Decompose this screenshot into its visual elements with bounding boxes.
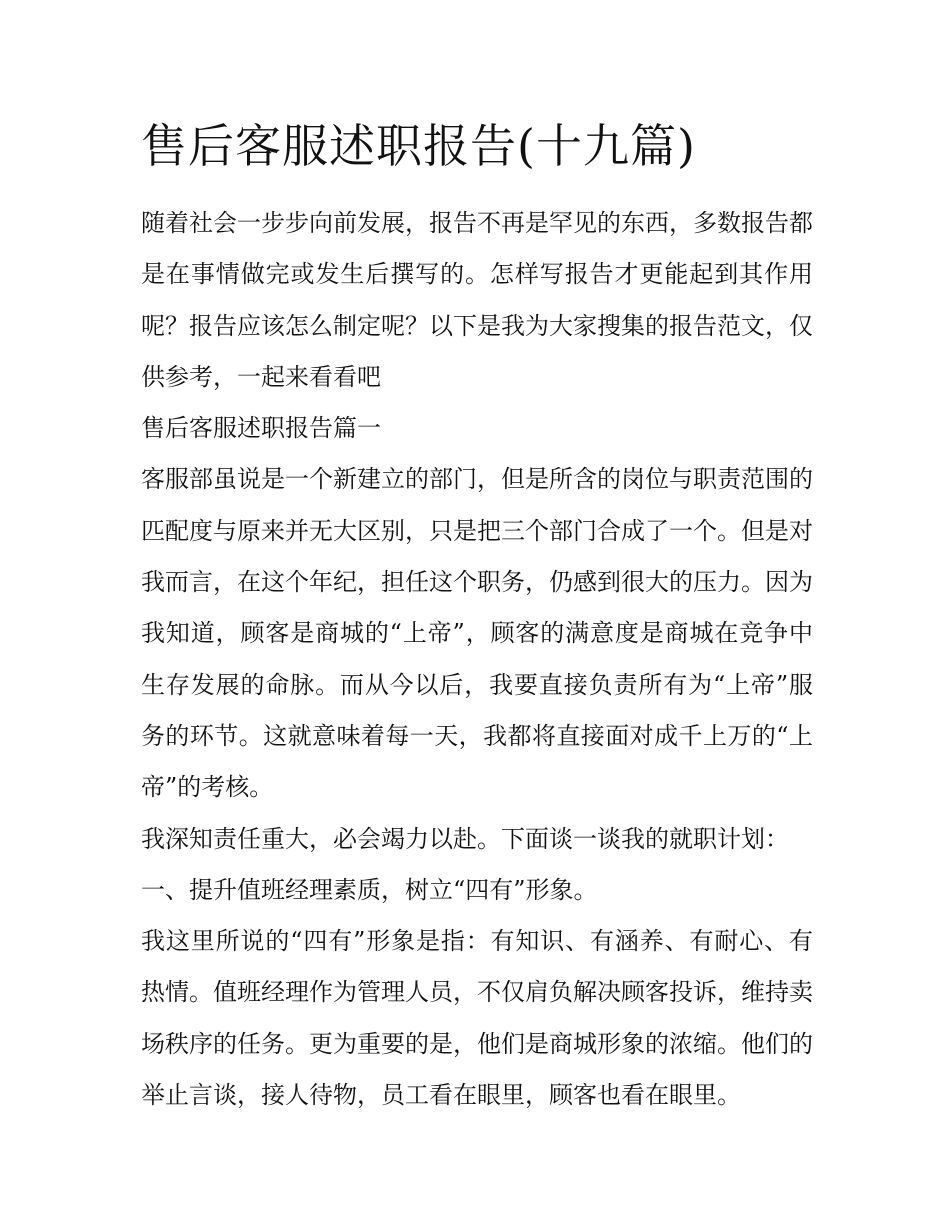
body-paragraph: 一、提升值班经理素质，树立“四有”形象。	[141, 875, 598, 904]
body-paragraph: 我深知责任重大，必会竭力以赴。下面谈一谈我的就职计划：	[141, 824, 789, 853]
body-paragraph: 我这里所说的“四有”形象是指：有知识、有涵养、有耐心、有热情。值班经理作为管理人员，不仅肩负解决顾客投诉，维持卖场秩序的任务。更为重要的是，他们是商城形象的浓缩。他们的举止言谈，接人待物，员工看在眼里，顾客也看在眼里。	[141, 927, 813, 1110]
document-title: 售后客服述职报告(十九篇)	[141, 119, 696, 173]
intro-paragraph: 随着社会一步步向前发展，报告不再是罕见的东西，多数报告都是在事情做完或发生后撰写的。怎样写报告才更能起到其作用呢？报告应该怎么制定呢？以下是我为大家搜集的报告范文，仅供参考，一起来看看吧	[141, 209, 813, 391]
section-heading: 售后客服述职报告篇一	[141, 414, 381, 443]
document-page	[141, 112, 813, 1121]
body-paragraph: 客服部虽说是一个新建立的部门，但是所含的岗位与职责范围的匹配度与原来并无大区别，只是把三个部门合成了一个。但是对我而言，在这个年纪，担任这个职务，仍感到很大的压力。因为我知道，顾客是商城的“上帝”，顾客的满意度是商城在竞争中生存发展的命脉。而从今以后，我要直接负责所有为“上帝”服务的环节。这就意味着每一天，我都将直接面对成千上万的“上帝”的考核。	[141, 465, 813, 802]
